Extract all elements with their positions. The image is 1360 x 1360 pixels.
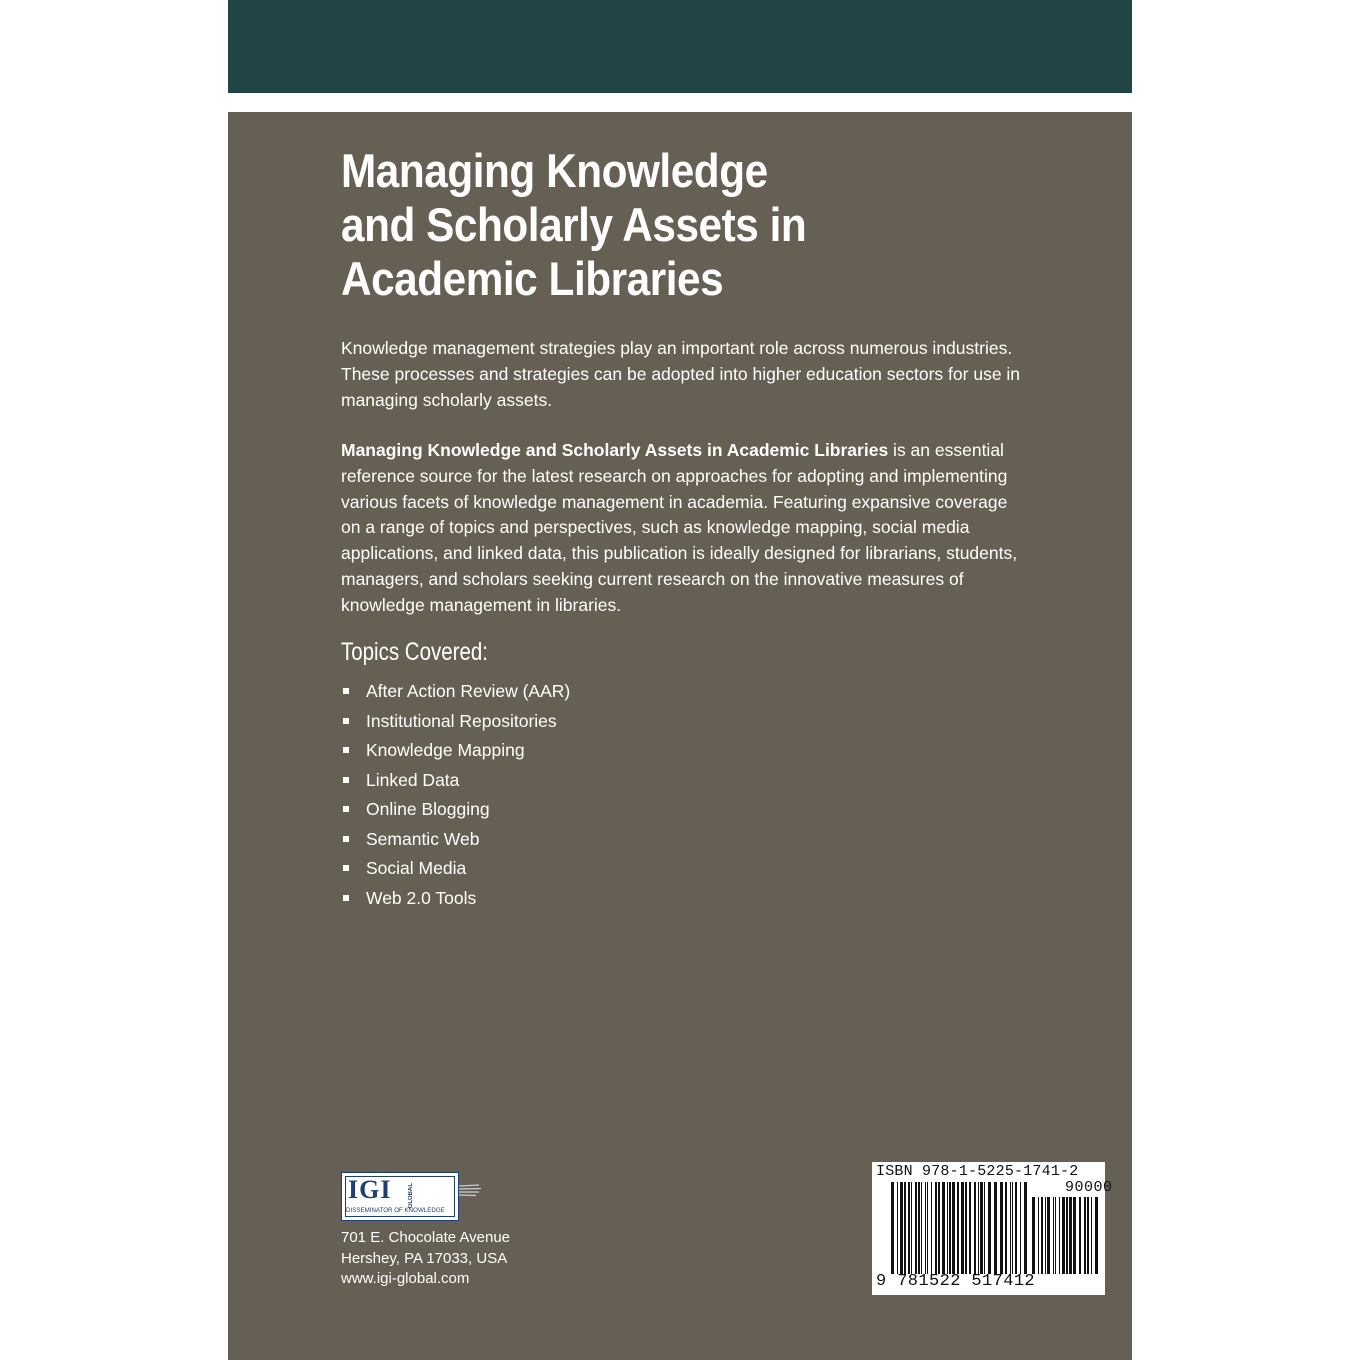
description-text: is an essential reference source for the latest research on approaches for adopting and implementing various facets of knowledge management in academia. Featuring expansive coverage on a range of topics and perspectives, such as knowledge mapping, social media applications, and linked data, this publication is ideally designed for librarians, students, managers, and scholars seeking current research on the innovative measures of knowledge management in libraries. — [341, 440, 1018, 615]
title-line: Managing Knowledge — [341, 144, 768, 197]
barcode-bar — [1024, 1182, 1027, 1274]
barcode-bar — [1059, 1197, 1060, 1274]
topic-item — [341, 767, 570, 797]
barcode-bar — [915, 1182, 917, 1274]
address-line: Hershey, PA 17033, USA — [341, 1249, 508, 1267]
barcode-bar — [1000, 1182, 1003, 1274]
barcode-bar — [918, 1182, 920, 1274]
barcode-bar — [935, 1182, 937, 1274]
logo-word: GLOBAL — [408, 1183, 414, 1209]
bullet-icon — [343, 718, 349, 724]
barcode-bar — [961, 1182, 964, 1274]
bullet-icon — [343, 806, 349, 812]
barcode-bar — [1066, 1197, 1068, 1274]
barcode-bar — [969, 1182, 971, 1274]
barcode-bar — [994, 1182, 997, 1274]
barcode-bar — [1073, 1197, 1076, 1274]
title-line: Academic Libraries — [341, 252, 724, 305]
barcode-bar — [949, 1182, 951, 1274]
barcode-bar — [1005, 1182, 1007, 1274]
barcode-bar — [1038, 1197, 1039, 1274]
bullet-icon — [343, 747, 349, 753]
barcode-bar — [1015, 1182, 1017, 1274]
description-paragraph-2 — [341, 438, 1031, 619]
topic-label: Institutional Repositories — [366, 710, 557, 731]
barcode-bar — [984, 1182, 985, 1274]
description-paragraph-1: Knowledge management strategies play an important role across numerous industries. These processes and strategies can be adopted into higher education sectors for use in managing scholarly assets. — [341, 338, 1021, 410]
barcode-bar — [988, 1182, 991, 1274]
address-line: 701 E. Chocolate Avenue — [341, 1229, 511, 1246]
topic-label: Social Media — [366, 858, 467, 878]
barcode-bar — [942, 1182, 945, 1274]
bullet-icon — [343, 777, 349, 783]
barcode-digits: 9 781522 517412 — [876, 1272, 1036, 1291]
topic-item — [341, 678, 570, 708]
barcode-bar — [938, 1182, 940, 1274]
barcode-bar — [1012, 1182, 1013, 1274]
barcode-bar — [1079, 1197, 1081, 1274]
topic-item — [341, 885, 570, 915]
barcode-bar — [947, 1182, 948, 1274]
igi-global-logo — [341, 1172, 459, 1221]
top-color-band — [228, 0, 1132, 93]
ean13-bars — [891, 1182, 1027, 1274]
barcode-bar — [1041, 1197, 1043, 1274]
barcode-bar — [900, 1182, 903, 1274]
topic-label: Online Blogging — [366, 799, 490, 819]
topic-label: Web 2.0 Tools — [366, 887, 477, 908]
barcode-bar — [931, 1182, 932, 1274]
barcode-bar — [1084, 1197, 1086, 1274]
barcode-bar — [965, 1182, 967, 1274]
barcode-bar — [925, 1182, 926, 1274]
barcode-bar — [897, 1182, 898, 1274]
barcode-bar — [1053, 1197, 1054, 1274]
bullet-icon — [343, 688, 349, 694]
barcode-bar — [978, 1182, 979, 1274]
topic-label: Semantic Web — [366, 828, 480, 849]
barcode-bar — [1095, 1197, 1098, 1274]
barcode-bar — [921, 1182, 922, 1274]
description-book-title: Managing Knowledge and Scholarly Assets in Academic Libraries — [341, 440, 889, 460]
barcode-bar — [1047, 1197, 1050, 1274]
barcode-bar — [1055, 1197, 1056, 1274]
topics-list — [341, 678, 570, 914]
barcode-bar — [1020, 1182, 1021, 1274]
publisher-url: www.igi-global.com — [341, 1270, 470, 1287]
barcode-bar — [980, 1182, 983, 1274]
logo-tagline: DISSEMINATOR OF KNOWLEDGE — [346, 1207, 445, 1214]
barcode-bar — [908, 1182, 910, 1274]
back-cover — [228, 112, 1132, 1360]
bullet-icon — [343, 865, 349, 871]
logo-mark: IGI — [348, 1175, 392, 1204]
barcode-bar — [952, 1182, 955, 1274]
title-line: and Scholarly Assets in — [341, 198, 807, 251]
logo-wings-icon — [459, 1184, 481, 1198]
barcode-bar — [1087, 1197, 1089, 1274]
barcode-bar — [1062, 1197, 1065, 1274]
barcode-bar — [891, 1182, 894, 1274]
bullet-icon — [343, 895, 349, 901]
topic-item — [341, 708, 570, 738]
barcode-bar — [974, 1182, 976, 1274]
topic-label: Knowledge Mapping — [366, 740, 525, 760]
addon-bars — [1032, 1197, 1098, 1274]
price-code: 90000 — [1065, 1179, 1113, 1196]
barcode-bar — [911, 1182, 912, 1274]
barcode-bar — [1045, 1197, 1046, 1274]
barcode-bar — [904, 1182, 906, 1274]
bullet-icon — [343, 836, 349, 842]
barcode-bar — [1010, 1182, 1011, 1274]
topic-label: After Action Review (AAR) — [366, 681, 571, 701]
barcode-bar — [927, 1182, 928, 1274]
topic-item — [341, 855, 570, 885]
isbn-number: ISBN 978-1-5225-1741-2 — [876, 1163, 1079, 1180]
publisher-address — [341, 1228, 510, 1290]
topics-heading: Topics Covered: — [341, 638, 488, 666]
barcode-bar — [1091, 1197, 1092, 1274]
topic-item — [341, 796, 570, 826]
isbn-barcode — [872, 1162, 1113, 1295]
barcode-bar — [1069, 1197, 1072, 1274]
book-title — [341, 144, 881, 306]
topic-item — [341, 826, 570, 856]
topic-label: Linked Data — [366, 769, 460, 790]
barcode-bar — [1032, 1197, 1035, 1274]
topic-item — [341, 737, 570, 767]
barcode-bar — [957, 1182, 959, 1274]
